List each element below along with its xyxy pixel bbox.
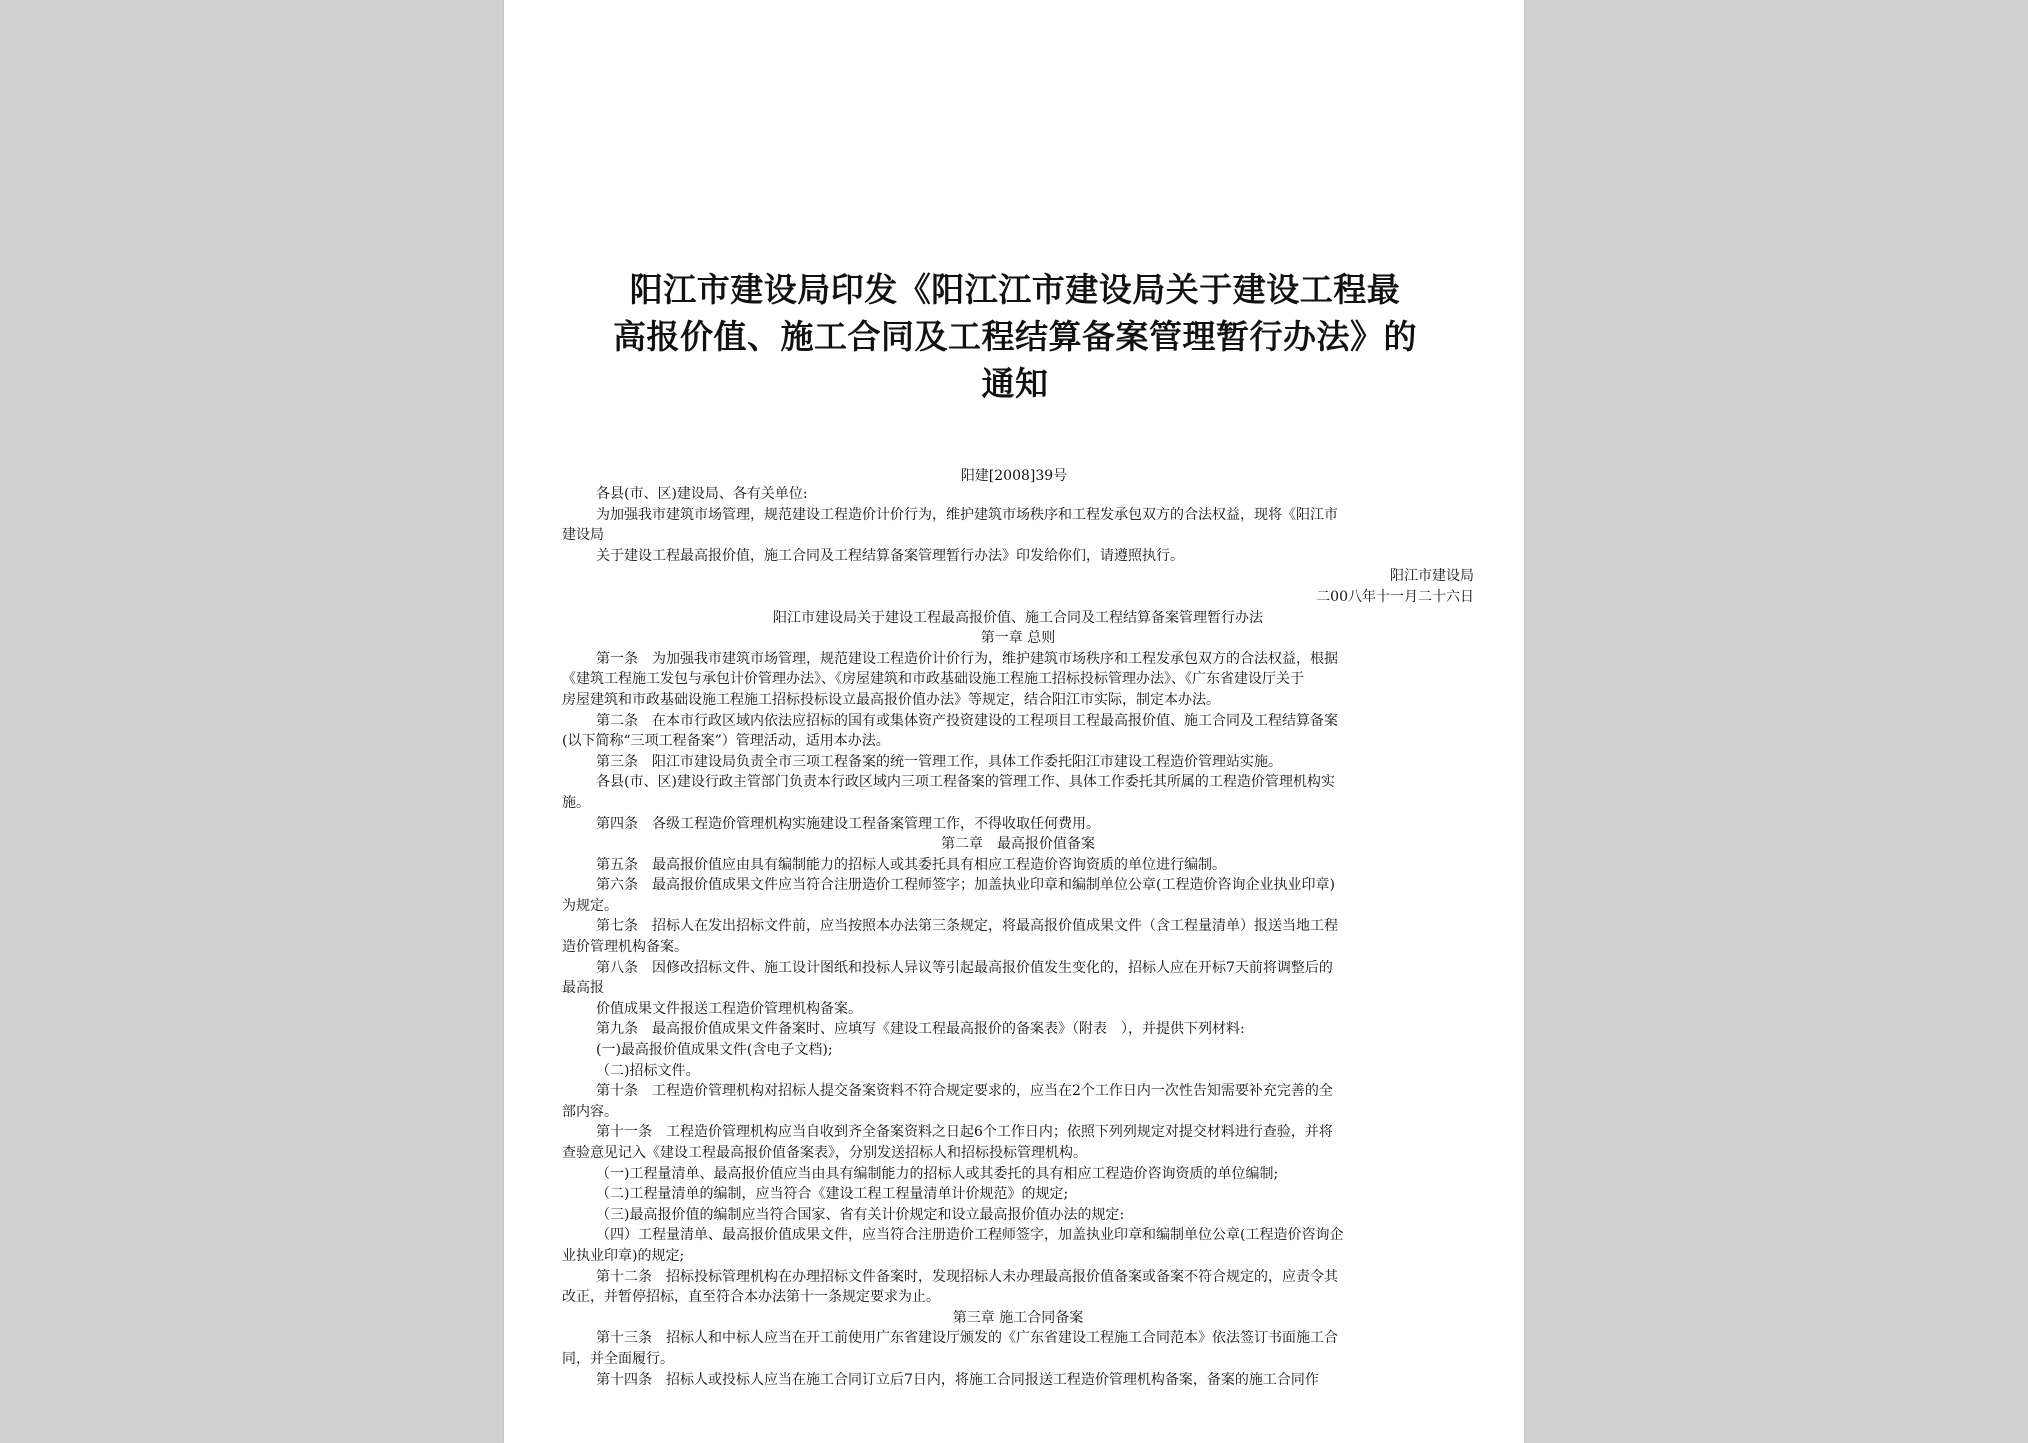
attachment-title: 阳江市建设局关于建设工程最高报价值、施工合同及工程结算备案管理暂行办法 <box>773 609 1263 626</box>
body-line: 查验意见记入《建设工程最高报价值备案表》，分别发送招标人和招标投标管理机构。 <box>562 1145 1087 1161</box>
body-line: 价值成果文件报送工程造价管理机构备案。 <box>596 1000 862 1017</box>
chapter-heading: 第一章 总则 <box>980 630 1056 647</box>
document-number: 阳建[2008]39号 <box>960 468 1068 484</box>
body-line: 第五条 最高报价值应由具有编制能力的招标人或其委托具有相应工程造价咨询资质的单位进行编制。 <box>596 856 1226 873</box>
body-line: 第十条 工程造价管理机构对招标人提交备案资料不符合规定要求的，应当在2个工作日内一次性告知需要补充完善的全 <box>596 1083 1333 1100</box>
issuer-signature: 阳江市建设局 <box>1390 568 1474 585</box>
body-line: （二)工程量清单的编制，应当符合《建设工程工程量清单计价规范》的规定; <box>596 1186 1069 1203</box>
body-line: （二)招标文件。 <box>596 1062 700 1079</box>
body-line: 第七条 招标人在发出招标文件前，应当按照本办法第三条规定，将最高报价值成果文件（含工程量清单）报送当地工程 <box>596 918 1338 935</box>
issue-date: 二00八年十一月二十六日 <box>1316 588 1474 605</box>
document-body <box>562 484 1474 1390</box>
body-line: 第九条 最高报价值成果文件备案时、应填写《建设工程最高报价的备案表》（附表 ），并提供下列材料: <box>596 1021 1245 1038</box>
body-line: (以下简称“三项工程备案”）管理活动，适用本办法。 <box>562 733 890 750</box>
body-line: 各县(市、区)建设行政主管部门负责本行政区域内三项工程备案的管理工作、具体工作委托其所属的工程造价管理机构实 <box>596 774 1335 791</box>
body-line: 第十四条 招标人或投标人应当在施工合同订立后7日内，将施工合同报送工程造价管理机构备案，备案的施工合同作 <box>596 1371 1319 1388</box>
body-line: 部内容。 <box>562 1103 618 1120</box>
body-line: 第三条 阳江市建设局负责全市三项工程备案的统一管理工作，具体工作委托阳江市建设工程造价管理站实施。 <box>596 753 1282 770</box>
body-line: 为加强我市建筑市场管理，规范建设工程造价计价行为，维护建筑市场秩序和工程发承包双方的合法权益，现将《阳江市 <box>596 506 1338 523</box>
document-title <box>566 266 1464 407</box>
body-line: (一)最高报价值成果文件(含电子文档); <box>596 1042 833 1059</box>
document-page <box>504 0 1524 1443</box>
body-line: 为规定。 <box>562 897 618 914</box>
title-line: 高报价值、施工合同及工程结算备案管理暂行办法》的 <box>613 317 1417 356</box>
body-line: 第二条 在本市行政区域内依法应招标的国有或集体资产投资建设的工程项目工程最高报价值、施工合同及工程结算备案 <box>596 712 1338 729</box>
body-line: 业执业印章)的规定; <box>562 1247 685 1264</box>
body-line: 同，并全面履行。 <box>562 1350 674 1367</box>
body-line: 第八条 因修改招标文件、施工设计图纸和投标人异议等引起最高报价值发生变化的，招标人应在开标7天前将调整后的 <box>596 959 1333 976</box>
body-line: 关于建设工程最高报价值，施工合同及工程结算备案管理暂行办法》印发给你们，请遵照执行。 <box>596 547 1184 564</box>
body-line: 《建筑工程施工发包与承包计价管理办法》、《房屋建筑和市政基础设施工程施工招标投标管理办法》、《广东省建设厅关于 <box>562 671 1304 688</box>
body-line: 第四条 各级工程造价管理机构实施建设工程备案管理工作，不得收取任何费用。 <box>596 815 1100 832</box>
body-line: （四）工程量清单、最高报价值成果文件，应当符合注册造价工程师签字，加盖执业印章和编制单位公章(工程造价咨询企 <box>596 1227 1344 1244</box>
body-line: （三)最高报价值的编制应当符合国家、省有关计价规定和设立最高报价值办法的规定: <box>596 1206 1125 1223</box>
body-line: 最高报 <box>562 980 604 997</box>
body-line: 第十一条 工程造价管理机构应当自收到齐全备案资料之日起6个工作日内；依照下列列规定对提交材料进行查验，并将 <box>596 1124 1333 1141</box>
body-line: 造价管理机构备案。 <box>562 939 688 956</box>
chapter-heading: 第二章 最高报价值备案 <box>941 836 1095 853</box>
chapter-heading: 第三章 施工合同备案 <box>952 1309 1084 1326</box>
title-line: 通知 <box>981 364 1049 403</box>
addressee-line: 各县(市、区)建设局、各有关单位: <box>596 486 808 502</box>
body-line: 改正，并暂停招标，直至符合本办法第十一条规定要求为止。 <box>562 1289 940 1306</box>
body-line: 房屋建筑和市政基础设施工程施工招标投标设立最高报价值办法》等规定，结合阳江市实际，制定本办法。 <box>562 691 1220 708</box>
title-line: 阳江市建设局印发《阳江江市建设局关于建设工程最 <box>629 270 1401 309</box>
body-line: 第一条 为加强我市建筑市场管理，规范建设工程造价计价行为，维护建筑市场秩序和工程发承包双方的合法权益，根据 <box>596 650 1338 667</box>
body-line: 建设局 <box>562 527 604 544</box>
body-line: （一)工程量清单、最高报价值应当由具有编制能力的招标人或其委托的具有相应工程造价咨询资质的单位编制; <box>596 1165 1279 1182</box>
body-line: 施。 <box>562 794 590 811</box>
body-line: 第十二条 招标投标管理机构在办理招标文件备案时，发现招标人未办理最高报价值备案或备案不符合规定的，应责令其 <box>596 1268 1338 1285</box>
body-line: 第十三条 招标人和中标人应当在开工前使用广东省建设厅颁发的《广东省建设工程施工合同范本》依法签订书面施工合 <box>596 1330 1338 1347</box>
body-line: 第六条 最高报价值成果文件应当符合注册造价工程师签字；加盖执业印章和编制单位公章(工程造价咨询企业执业印章) <box>596 877 1335 894</box>
